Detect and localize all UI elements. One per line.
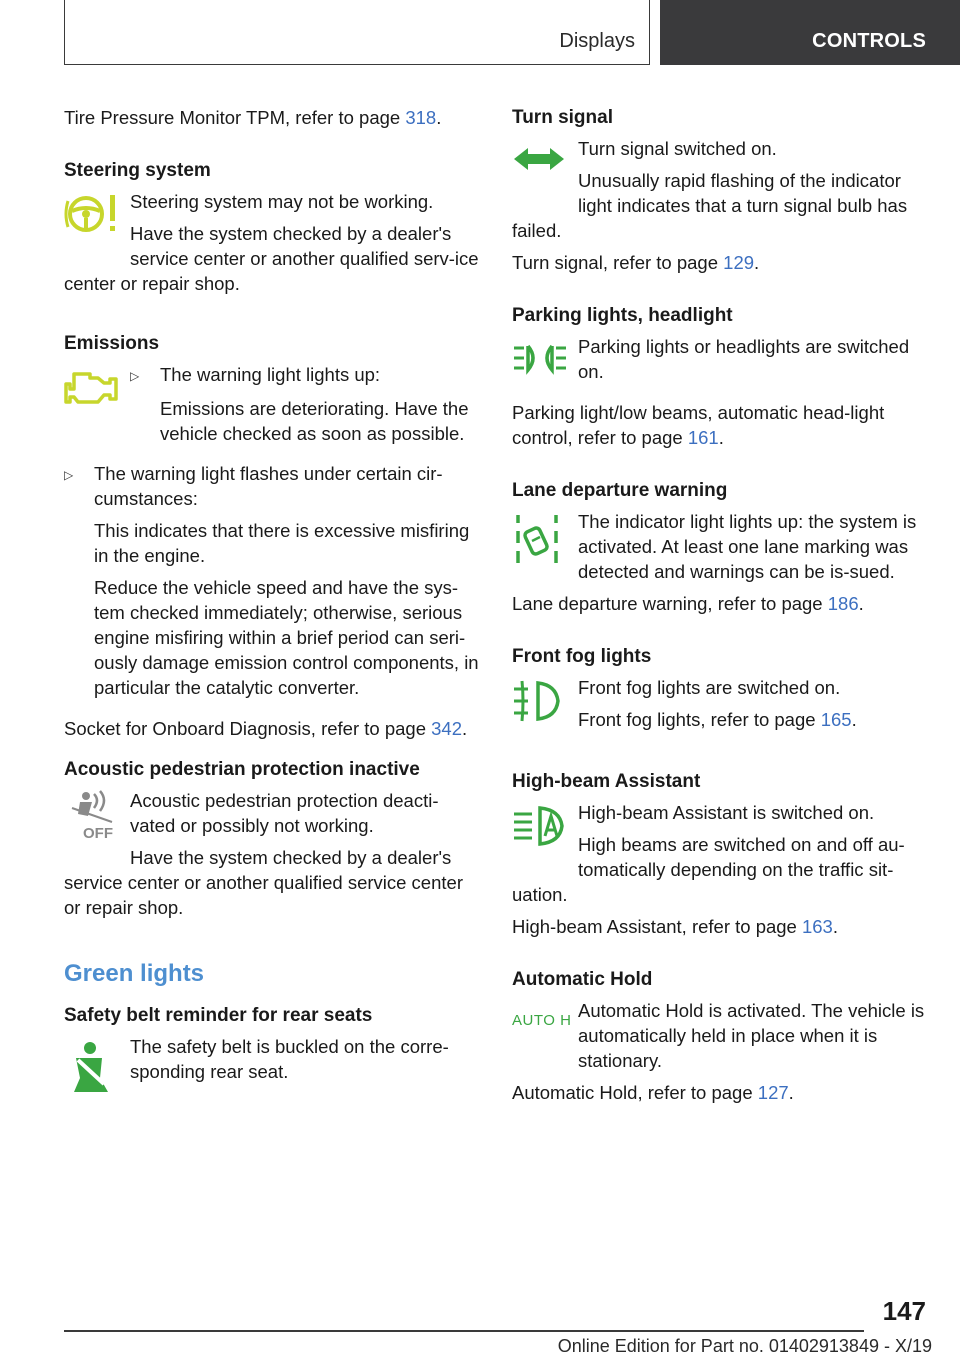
fog-heading: Front fog lights bbox=[512, 646, 652, 667]
page-link-342[interactable]: 342 bbox=[431, 718, 462, 739]
emissions-bullet-1-body: Emissions are deteriorating. Have the vehicle checked as soon as possible. bbox=[160, 398, 469, 444]
bullet-triangle-icon: ▷ bbox=[130, 369, 140, 383]
footer-edition: Online Edition for Part no. 01402913849 - X/19 bbox=[557, 1336, 932, 1356]
steering-section bbox=[64, 189, 482, 303]
fog-light-icon bbox=[512, 675, 578, 741]
acoustic-text-2: Have the system checked by a dealer's service center or another qualified service center or repair shop. bbox=[64, 847, 463, 918]
hold-heading: Automatic Hold bbox=[512, 969, 653, 990]
engine-check-icon bbox=[64, 362, 130, 428]
parking-text-1: Parking lights or headlights are switched on. bbox=[578, 336, 910, 382]
page-link-129[interactable]: 129 bbox=[723, 252, 755, 273]
belt-text-1: The safety belt is buckled on the corre-sponding rear seat. bbox=[130, 1036, 449, 1082]
page-link-186[interactable]: 186 bbox=[827, 593, 859, 614]
hba-text-2: High beams are switched on and off au-tomatically depending on the traffic sit-uation. bbox=[512, 834, 905, 905]
hold-reference: Automatic Hold, refer to page 127. bbox=[512, 1082, 794, 1103]
svg-text:OFF: OFF bbox=[83, 825, 113, 842]
left-column bbox=[64, 105, 482, 1100]
header-section-title: Displays bbox=[559, 30, 635, 52]
hold-section bbox=[512, 998, 930, 1080]
turn-signal-icon bbox=[512, 136, 578, 202]
steering-text-2: Have the system checked by a dealer's service center or another qualified serv-ice center or repair shop. bbox=[64, 223, 479, 294]
steering-text-1: Steering system may not be working. bbox=[130, 191, 434, 212]
hold-text-1: Automatic Hold is activated. The vehicle is automatically held in place when it is stationary. bbox=[578, 1000, 925, 1071]
right-column bbox=[512, 105, 930, 1112]
acoustic-section bbox=[64, 788, 482, 927]
acoustic-heading: Acoustic pedestrian protection inactive bbox=[64, 759, 420, 780]
turn-text-1: Turn signal switched on. bbox=[578, 138, 777, 159]
lane-departure-icon bbox=[512, 509, 578, 575]
lane-heading: Lane departure warning bbox=[512, 480, 728, 501]
hba-text-1: High-beam Assistant is switched on. bbox=[578, 802, 875, 823]
fog-section bbox=[512, 675, 930, 741]
auto-hold-icon-label: AUTO H bbox=[512, 1012, 572, 1029]
seat-belt-icon bbox=[64, 1034, 130, 1100]
page-link-127[interactable]: 127 bbox=[757, 1082, 789, 1103]
page-link-163[interactable]: 163 bbox=[801, 916, 833, 937]
lane-reference: Lane departure warning, refer to page 186. bbox=[512, 593, 864, 614]
turn-section bbox=[512, 136, 930, 250]
hba-heading: High-beam Assistant bbox=[512, 771, 701, 792]
emissions-section bbox=[64, 362, 482, 453]
fog-reference: Front fog lights, refer to page 165. bbox=[578, 709, 857, 730]
acoustic-text-1: Acoustic pedestrian protection deacti-vated or possibly not working. bbox=[130, 790, 439, 836]
header-chapter-box bbox=[660, 0, 960, 65]
high-beam-assistant-icon bbox=[512, 800, 578, 866]
parking-section bbox=[512, 334, 930, 400]
turn-heading: Turn signal bbox=[512, 107, 613, 128]
hba-section bbox=[512, 800, 930, 914]
footer-divider bbox=[64, 1330, 864, 1332]
bullet-triangle-icon: ▷ bbox=[64, 468, 74, 482]
fog-text-1: Front fog lights are switched on. bbox=[578, 677, 841, 698]
parking-lights-icon bbox=[512, 334, 578, 400]
emissions-bullet-2-text-2: Reduce the vehicle speed and have the sys-tem checked immediately; otherwise, serious engine misfiring within a brief period can seri-ously damage emission control components, in particular the catalytic converter. bbox=[94, 577, 479, 698]
tpm-reference: Tire Pressure Monitor TPM, refer to page 318. bbox=[64, 107, 442, 128]
emissions-bullet-2-text-1: This indicates that there is excessive misfiring in the engine. bbox=[94, 520, 470, 566]
parking-reference: Parking light/low beams, automatic head-light control, refer to page 161. bbox=[512, 402, 885, 448]
emissions-bullet-2: ▷ The warning light flashes under certain cir-cumstances: bbox=[64, 463, 443, 509]
turn-reference: Turn signal, refer to page 129. bbox=[512, 252, 760, 273]
parking-heading: Parking lights, headlight bbox=[512, 305, 733, 326]
page-link-318[interactable]: 318 bbox=[405, 107, 437, 128]
steering-warning-icon bbox=[64, 189, 130, 255]
lane-text-1: The indicator light lights up: the system is activated. At least one lane marking was detected and warnings can be is-sued. bbox=[578, 511, 917, 582]
belt-section bbox=[64, 1034, 482, 1100]
lane-section bbox=[512, 509, 930, 591]
page-link-161[interactable]: 161 bbox=[687, 427, 719, 448]
hba-reference: High-beam Assistant, refer to page 163. bbox=[512, 916, 838, 937]
steering-heading: Steering system bbox=[64, 160, 211, 181]
page-number: 147 bbox=[882, 1296, 926, 1326]
emissions-heading: Emissions bbox=[64, 333, 160, 354]
page-link-165[interactable]: 165 bbox=[820, 709, 852, 730]
pedestrian-protection-off-icon bbox=[64, 788, 130, 854]
belt-heading: Safety belt reminder for rear seats bbox=[64, 1005, 373, 1026]
header-chapter-title: CONTROLS bbox=[812, 30, 926, 52]
auto-hold-icon bbox=[512, 998, 578, 1064]
emissions-bullet-1: ▷ The warning light lights up: bbox=[130, 362, 482, 389]
turn-text-2: Unusually rapid flashing of the indicator light indicates that a turn signal bulb has failed. bbox=[512, 170, 908, 241]
obd-reference: Socket for Onboard Diagnosis, refer to page 342. bbox=[64, 718, 468, 739]
header-section-box bbox=[64, 0, 650, 65]
green-lights-heading: Green lights bbox=[64, 960, 205, 987]
